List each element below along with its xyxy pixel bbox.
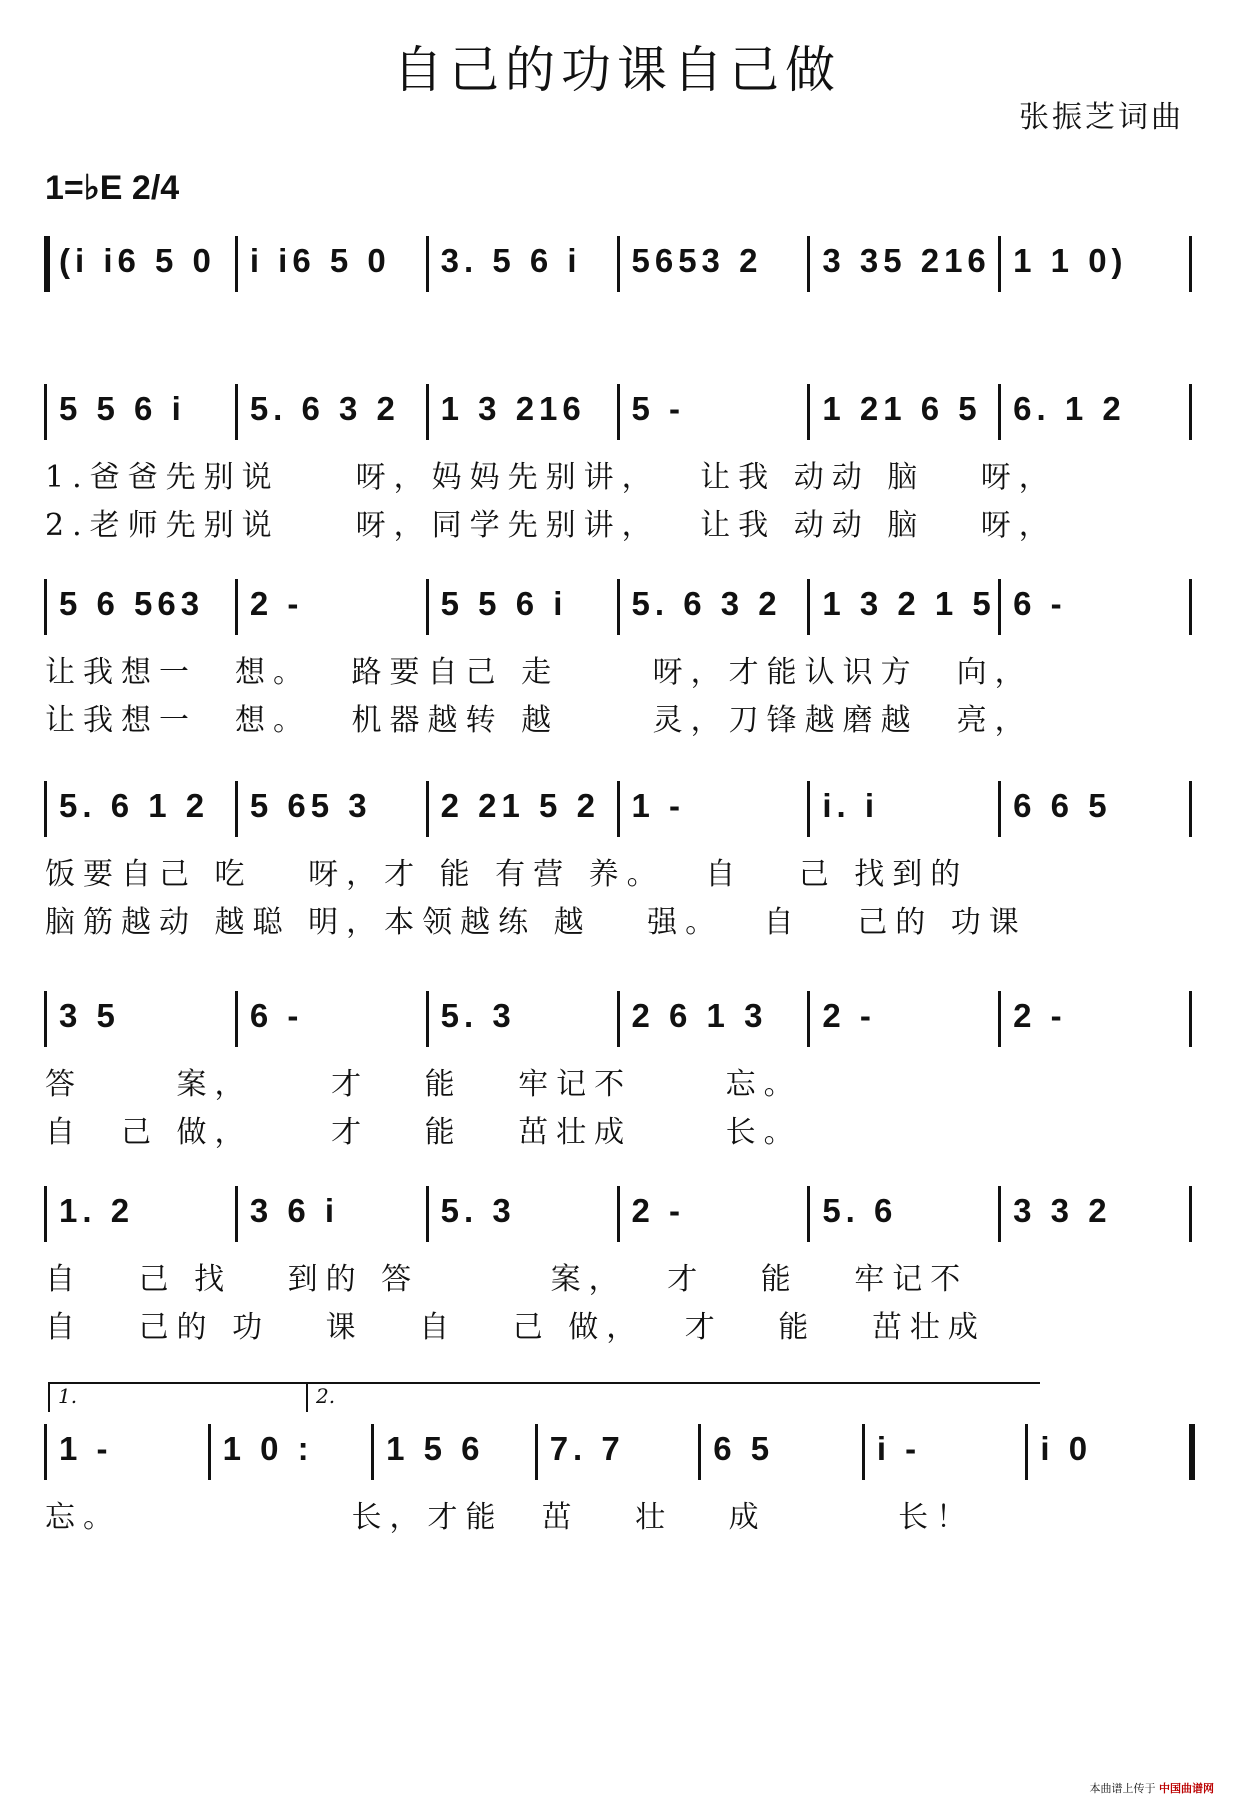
measure: i -: [876, 1430, 922, 1467]
barline: [998, 991, 1001, 1047]
barline: [862, 1424, 865, 1480]
measure: 5 5 6 i: [59, 390, 186, 427]
measure: 3. 5 6 i: [440, 242, 582, 279]
measure: 1 -: [631, 787, 686, 824]
measure: 1. 2: [59, 1192, 135, 1229]
barline: [617, 991, 620, 1047]
barline: [1025, 1424, 1028, 1480]
barline: [235, 579, 238, 635]
barline: [998, 781, 1001, 837]
measure: 1 3 216: [440, 390, 586, 427]
barline: [998, 1186, 1001, 1242]
measure: 5. 6: [822, 1192, 898, 1229]
barline: [998, 579, 1001, 635]
measure: 2 -: [822, 997, 876, 1034]
measure: 1 3 2 1 5: [822, 585, 996, 622]
measure: 2 6 1 3: [631, 997, 768, 1034]
lyric-line: 让我想一 想。 机器越转 越 灵，刀锋越磨越 亮，: [45, 703, 1033, 738]
measure: 5 -: [631, 390, 686, 427]
barline: [617, 1186, 620, 1242]
barline: [44, 384, 47, 440]
barline: [44, 579, 47, 635]
measure: 3 35 216: [822, 242, 991, 279]
composer-credit: 张振芝词曲: [1019, 100, 1184, 135]
barline: [807, 1186, 810, 1242]
measure: 3 3 2: [1013, 1192, 1112, 1229]
measure: 2 -: [1013, 997, 1067, 1034]
volta-second-label: 2.: [316, 1384, 336, 1408]
measure: 5. 3: [440, 997, 516, 1034]
barline: [1189, 781, 1192, 837]
barline: [1189, 991, 1192, 1047]
barline: [208, 1424, 211, 1480]
barline: [235, 991, 238, 1047]
measure: 6. 1 2: [1013, 390, 1126, 427]
barline: [426, 579, 429, 635]
measure: 1 5 6: [386, 1430, 485, 1467]
measure: i 0: [1040, 1430, 1093, 1467]
lyric-line: 1.爸爸先别说 呀，妈妈先别讲， 让我 动动 脑 呀，: [45, 460, 1057, 495]
measure: 6 -: [1013, 585, 1067, 622]
volta-second: [306, 1382, 1040, 1412]
barline: [617, 781, 620, 837]
barline: [807, 781, 810, 837]
barline: [617, 384, 620, 440]
measure: 6 -: [249, 997, 304, 1034]
barline: [535, 1424, 538, 1480]
song-title: 自己的功课自己做: [393, 41, 841, 99]
measure: 6 6 5: [1013, 787, 1112, 824]
measure: 6 5: [713, 1430, 775, 1467]
volta-first-label: 1.: [58, 1384, 78, 1408]
measure: 2 -: [631, 1192, 686, 1229]
barline: [1189, 384, 1192, 440]
measure: 5 5 6 i: [440, 585, 568, 622]
barline: [44, 781, 47, 837]
barline: [235, 236, 238, 292]
barline: [235, 1186, 238, 1242]
measure: 5 6 563: [59, 585, 205, 622]
barline: [235, 384, 238, 440]
footer-prefix: 本曲谱上传于: [1089, 1782, 1156, 1795]
measure: 5. 6 1 2: [59, 787, 210, 824]
lyric-line: 让我想一 想。 路要自己 走 呀，才能认识方 向，: [45, 655, 1033, 690]
measure: 5653 2: [631, 242, 763, 279]
measure: 7. 7: [549, 1430, 625, 1467]
barline: [1189, 236, 1192, 292]
barline: [44, 236, 50, 292]
barline: [44, 991, 47, 1047]
footer-site: 中国曲谱网: [1159, 1782, 1214, 1795]
measure: 3 6 i: [249, 1192, 340, 1229]
lyric-line: 答 案， 才 能 牢记不 忘。: [45, 1067, 802, 1102]
barline: [998, 236, 1001, 292]
barline: [617, 579, 620, 635]
barline: [807, 991, 810, 1047]
barline: [698, 1424, 701, 1480]
barline: [807, 384, 810, 440]
lyric-line: 自 己 找 到的 答 案， 才 能 牢记不: [45, 1262, 969, 1297]
measure: (i i6 5 0: [59, 242, 216, 279]
measure: 5 65 3: [249, 787, 372, 824]
measure: 2 -: [249, 585, 304, 622]
measure: 2 21 5 2: [440, 787, 600, 824]
barline: [426, 991, 429, 1047]
measure: 1 1 0): [1013, 242, 1128, 279]
lyric-line: 忘。 长，才能 茁 壮 成 长！: [45, 1500, 975, 1535]
barline: [426, 1186, 429, 1242]
key-signature: 1=♭E 2/4: [45, 169, 180, 207]
barline: [44, 1424, 47, 1480]
barline: [1189, 1186, 1192, 1242]
barline: [426, 781, 429, 837]
measure: 5. 6 3 2: [631, 585, 782, 622]
lyric-line: 自 己 做， 才 能 茁壮成 长。: [45, 1115, 802, 1150]
barline: [44, 1186, 47, 1242]
lyric-line: 2.老师先别说 呀，同学先别讲， 让我 动动 脑 呀，: [45, 508, 1057, 543]
barline: [235, 781, 238, 837]
lyric-line: 自 己的 功 课 自 己 做， 才 能 茁壮成: [45, 1310, 986, 1345]
measure: i i6 5 0: [249, 242, 391, 279]
barline: [617, 236, 620, 292]
barline: [1189, 1424, 1195, 1480]
measure: 3 5: [59, 997, 120, 1034]
lyric-line: 脑筋越动 越聪 明，本领越练 越 强。 自 己的 功课: [45, 905, 1027, 940]
measure: i. i: [822, 787, 880, 824]
barline: [426, 236, 429, 292]
measure: 5. 3: [440, 1192, 516, 1229]
barline: [1189, 579, 1192, 635]
footer: [1090, 1780, 1215, 1796]
volta-first: [48, 1382, 306, 1412]
measure: 1 21 6 5: [822, 390, 982, 427]
measure: 5. 6 3 2: [249, 390, 400, 427]
measure: 1 -: [59, 1430, 113, 1467]
barline: [807, 579, 810, 635]
lyric-line: 饭要自己 吃 呀，才 能 有营 养。 自 己 找到的: [45, 857, 969, 892]
measure: 1 0 :: [222, 1430, 314, 1467]
barline: [371, 1424, 374, 1480]
barline: [998, 384, 1001, 440]
barline: [807, 236, 810, 292]
barline: [426, 384, 429, 440]
